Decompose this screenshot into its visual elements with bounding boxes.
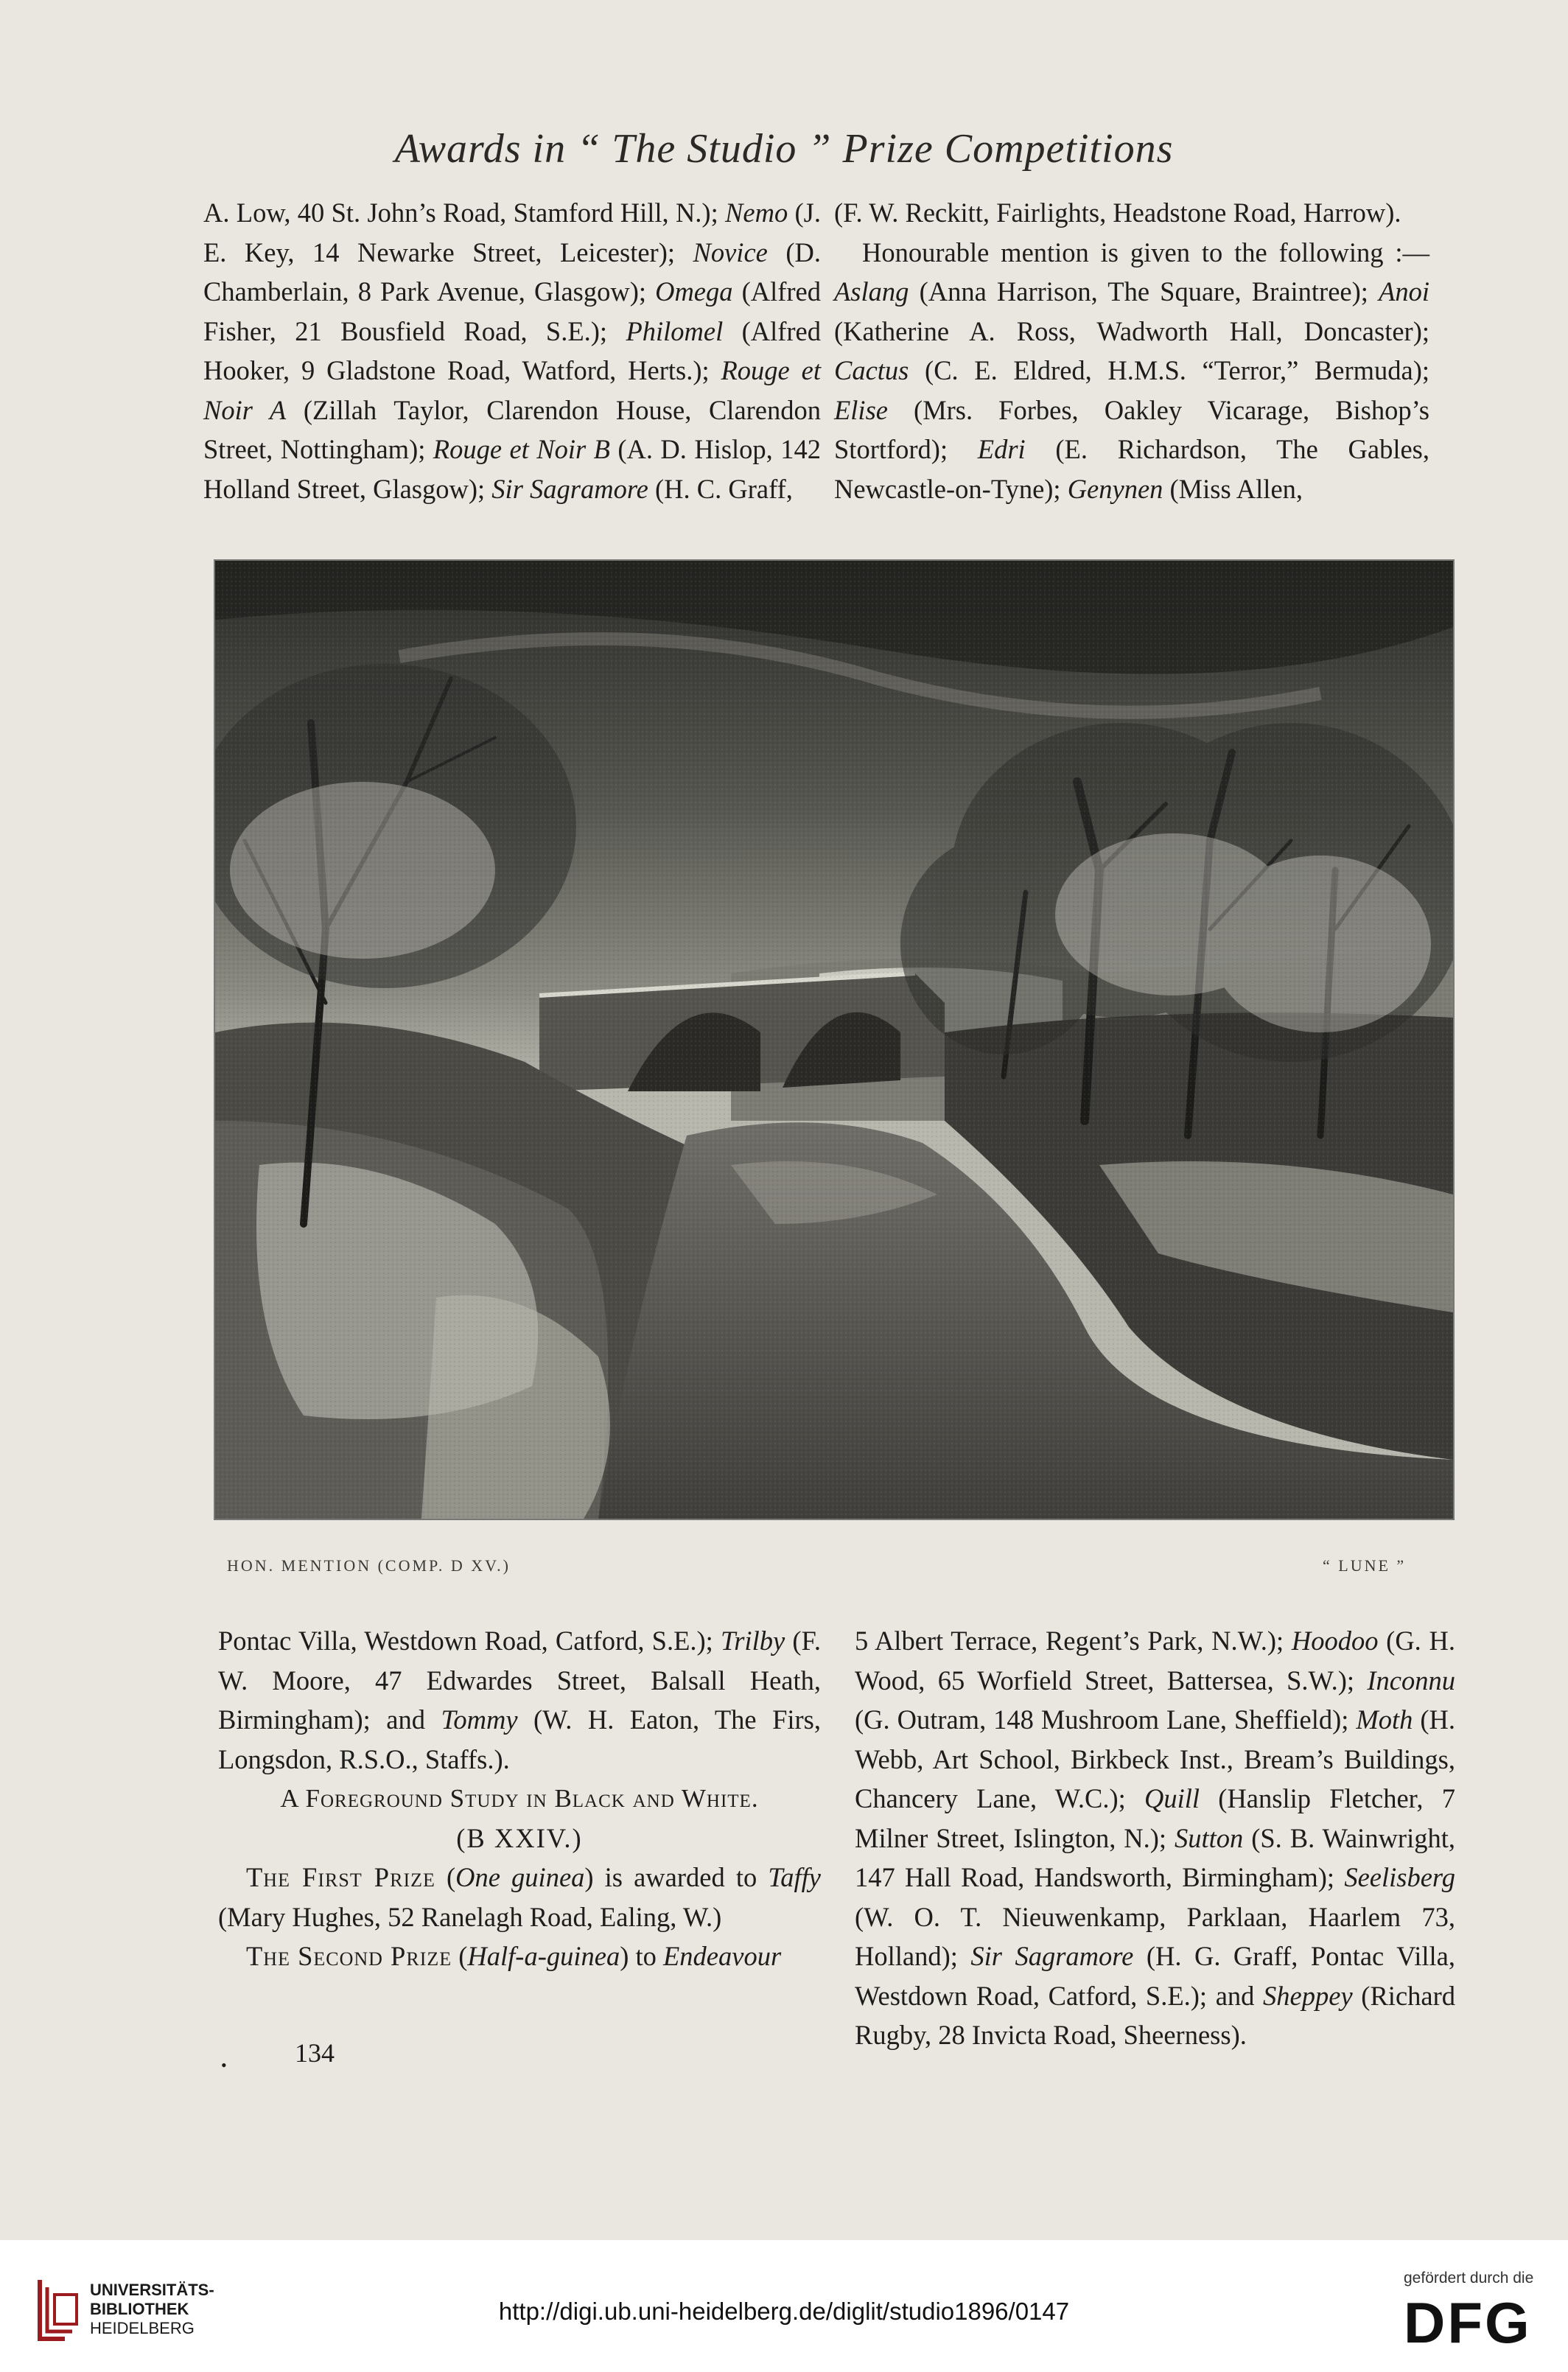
paragraph: [218, 1621, 821, 1779]
text-run: (A. D. Hislop, 142 Holland Street, Glasgow);: [203, 434, 821, 504]
text-run: (Alfred Hooker, 9 Gladstone Road, Watford, Herts.);: [203, 315, 821, 385]
text-run: (Anna Harrison, The Square, Braintree);: [909, 276, 1379, 307]
text-run: ) is awarded to: [584, 1862, 769, 1892]
text-run: (Miss Allen,: [1163, 473, 1303, 504]
column-bottom-left: [218, 1621, 821, 1976]
italic-name: One guinea: [455, 1862, 585, 1892]
text-run: (G. H. Wood, 65 Worfield Street, Battersea, S.W.);: [855, 1626, 1455, 1696]
running-header: Awards in “ The Studio ” Prize Competitions: [394, 126, 1174, 172]
river-bridge-photo: [215, 561, 1453, 1519]
text-run: ) to: [620, 1941, 663, 1971]
text-run: (J. E. Key, 14 Newarke Street, Leicester);: [203, 197, 822, 267]
page-number: 134: [295, 2038, 335, 2068]
italic-name: Anoi: [1379, 276, 1429, 307]
column-top-left: [203, 193, 821, 508]
italic-name: Rouge et Noir B: [433, 434, 610, 464]
text-run: (D. Chamberlain, 8 Park Avenue, Glasgow);: [203, 237, 821, 307]
paragraph: [203, 193, 821, 508]
italic-name: Trilby: [720, 1626, 785, 1656]
text-run: Pontac Villa, Westdown Road, Catford, S.E.);: [218, 1626, 721, 1656]
text-run: (Hanslip Fletcher, 7 Milner Street, Islington, N.);: [855, 1783, 1455, 1853]
italic-name: Half-a-guinea: [467, 1941, 620, 1971]
photo-caption-right: “ LUNE ”: [1323, 1556, 1407, 1575]
text-run: (H. Webb, Art School, Birkbeck Inst., Bream’s Buildings, Chancery Lane, W.C.);: [855, 1704, 1456, 1813]
text-run: (F. W. Reckitt, Fairlights, Headstone Road, Harrow).: [834, 197, 1401, 228]
text-run: (H. C. Graff,: [648, 473, 793, 504]
photograph: [214, 559, 1455, 1520]
italic-name: Tommy: [441, 1704, 518, 1735]
italic-name: Seelisberg: [1344, 1862, 1455, 1892]
italic-name: Novice: [693, 237, 768, 267]
text-run: (W. H. Eaton, The Firs, Longsdon, R.S.O., Staffs.).: [218, 1704, 821, 1774]
italic-name: Sir Sagramore: [491, 473, 648, 504]
text-run: (: [435, 1862, 456, 1892]
italic-name: Edri: [977, 434, 1026, 464]
source-url-link[interactable]: http://digi.ub.uni-heidelberg.de/diglit/studio1896/0147: [498, 2298, 1070, 2325]
photo-caption-left: HON. MENTION (COMP. D XV.): [227, 1556, 511, 1575]
italic-name: Hoodoo: [1291, 1626, 1379, 1656]
page-mark: •: [221, 2056, 227, 2074]
library-name-line: HEIDELBERG: [90, 2319, 195, 2337]
text-run: (Zillah Taylor, Clarendon House, Clarendon Street, Nottingham);: [203, 394, 822, 464]
italic-name: Rouge et Noir A: [203, 355, 821, 425]
text-run: (S. B. Wainwright, 147 Hall Road, Handsworth, Birmingham);: [855, 1822, 1455, 1892]
text-run: Honourable mention is given to the following :—: [862, 237, 1429, 267]
italic-name: Omega: [655, 276, 733, 307]
text-run: (Richard Rugby, 28 Invicta Road, Sheerness).: [855, 1980, 1455, 2050]
paragraph: [834, 233, 1429, 509]
text-run: (Mrs. Forbes, Oakley Vicarage, Bishop’s Stortford);: [834, 394, 1429, 464]
paragraph: [834, 193, 1429, 233]
library-name-line: BIBLIOTHEK: [90, 2300, 189, 2318]
text-run: (Katherine A. Ross, Wadworth Hall, Doncaster);: [834, 315, 1429, 346]
italic-name: Endeavour: [663, 1941, 782, 1971]
text-run: (G. Outram, 148 Mushroom Lane, Sheffield);: [855, 1704, 1357, 1735]
section-subheading: (B XXIV.): [456, 1822, 583, 1853]
italic-name: Genynen: [1067, 473, 1163, 504]
prize-label: The First Prize: [246, 1862, 435, 1892]
italic-name: Elise: [834, 394, 888, 425]
column-bottom-right: [855, 1621, 1455, 2055]
italic-name: Moth: [1356, 1704, 1413, 1735]
text-run: (W. O. T. Nieuwenkamp, Parklaan, Haarlem 73, Holland);: [855, 1901, 1455, 1971]
italic-name: Cactus: [834, 355, 909, 385]
italic-name: Sutton: [1175, 1822, 1244, 1853]
italic-name: Aslang: [834, 276, 909, 307]
text-run: 5 Albert Terrace, Regent’s Park, N.W.);: [855, 1626, 1292, 1656]
italic-name: Sir Sagramore: [970, 1941, 1134, 1971]
library-name-line: UNIVERSITÄTS-: [90, 2281, 214, 2299]
text-run: (H. G. Graff, Pontac Villa, Westdown Road, Catford, S.E.); and: [855, 1941, 1455, 2011]
funder-label: gefördert durch die: [1404, 2270, 1534, 2287]
text-run: (: [452, 1941, 468, 1971]
dfg-logo: DFG: [1404, 2290, 1532, 2355]
italic-name: Quill: [1144, 1783, 1200, 1813]
text-run: (E. Richardson, The Gables, Newcastle-on-Tyne);: [834, 434, 1430, 504]
text-run: (C. E. Eldred, H.M.S. “Terror,” Bermuda);: [909, 355, 1429, 385]
paragraph: [218, 1858, 821, 1937]
text-run: (F. W. Moore, 47 Edwardes Street, Balsall Heath, Birmingham); and: [218, 1626, 821, 1735]
italic-name: Taffy: [768, 1862, 822, 1892]
column-top-right: [834, 193, 1429, 508]
paragraph: [855, 1621, 1455, 2055]
section-heading: A Foreground Study in Black and White.: [280, 1784, 759, 1813]
text-run: A. Low, 40 St. John’s Road, Stamford Hill, N.);: [203, 197, 726, 228]
italic-name: Sheppey: [1263, 1980, 1353, 2011]
text-run: (Mary Hughes, 52 Ranelagh Road, Ealing, W.): [218, 1901, 722, 1932]
prize-label: The Second Prize: [246, 1941, 452, 1971]
italic-name: Philomel: [626, 315, 724, 346]
paragraph: [218, 1937, 821, 1976]
italic-name: Nemo: [725, 197, 788, 228]
text-run: (Alfred Fisher, 21 Bousfield Road, S.E.);: [203, 276, 821, 346]
italic-name: Inconnu: [1367, 1665, 1455, 1696]
